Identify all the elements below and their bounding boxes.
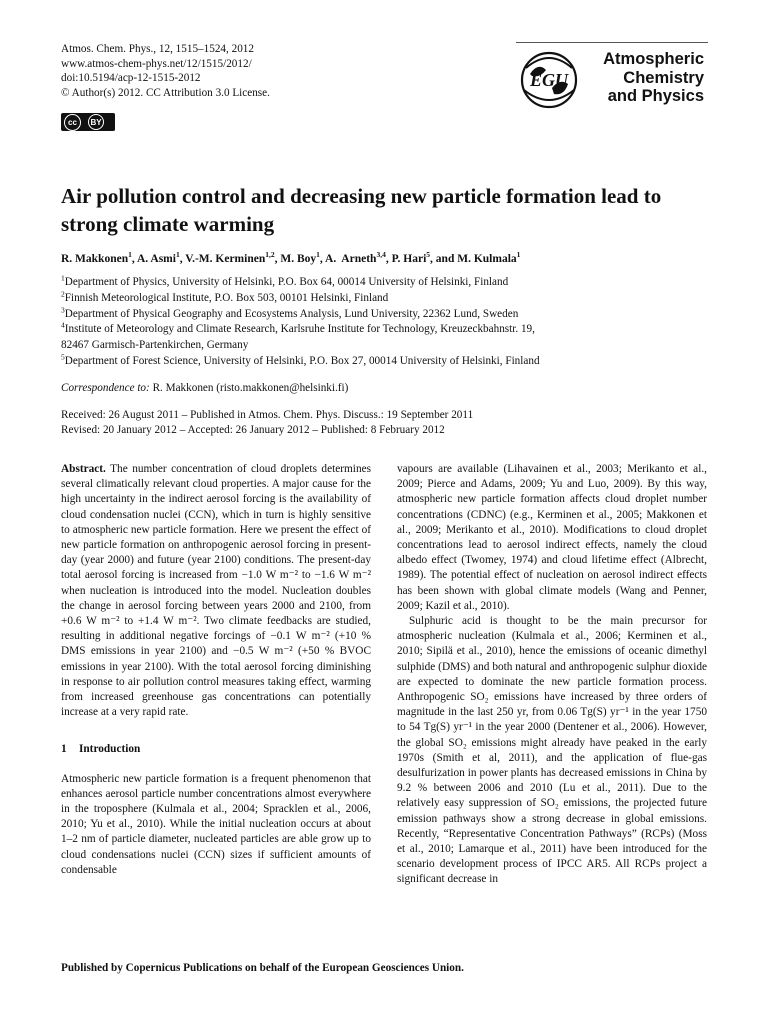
cc-icon: cc — [64, 114, 81, 131]
affiliation-text: 82467 Garmisch-Partenkirchen, Germany — [61, 339, 249, 352]
body-paragraph: vapours are available (Lihavainen et al., 2003; Merikanto et al., 2009; Pierce and Adams, 2009; Yu and Luo, 2009). By this way, atmospheric new particle formation affects cloud droplet number concentrations (CDNC) (e.g., Kerminen et al., 2005; Makkonen et al., 2009; Merikanto et al., 2010). Modifications to cloud droplet concentrations lead to aerosol indirect effects, namely the cloud albedo effect (Twomey, 1974) and cloud lifetime effect (Albrecht, 1989). The potential effect of nucleation on aerosol indirect effects has been shown with global climate models (Wang and Penner, 2009; Kazil et al., 2010). — [397, 463, 707, 612]
affiliation-number: 2 — [61, 289, 65, 299]
author-affiliation-mark: 5 — [426, 250, 431, 260]
author-list — [61, 250, 521, 265]
abstract — [61, 462, 371, 720]
affiliation-number: 4 — [61, 320, 65, 330]
logo-letters: EGU — [529, 70, 569, 90]
author-name: R. Makkonen — [61, 253, 129, 265]
affiliation-item — [61, 322, 540, 338]
article-doi[interactable]: doi:10.5194/acp-12-1515-2012 — [61, 72, 201, 85]
affiliation-text: Institute of Meteorology and Climate Research, Karlsruhe Institute for Technology, Kreuzeckbahnstr. 19, — [64, 323, 535, 336]
author-separator: , — [385, 253, 392, 265]
body-paragraph: Sulphuric acid is thought to be the main precursor for atmospheric nucleation (Kulmala et al., 2006; Kerminen et al., 2010; Sipilä et al., 2010), hence the emissions of oceanic dimethyl sulphide (DMS) and both natural and anthropogenic sulphur dioxide are expected to dominate the new particle formation process. Anthropogenic SO₂ emissions have increased by three orders of magnitude in the last 250 yr, from 0.06 Tg(S) yr⁻¹ in the year 1750 to 54 Tg(S) yr⁻¹ in the year 2000 (Dentener et al., 2006). However, the global SO₂ emissions might already have peaked in the early 1970s (Smith et al, 2011), and the application of flue-gas desulfurization in power plants has decreased emissions in China by 9.2 % between 2006 and 2010 (Lu et al., 2011). Due to the relatively easy suppression of SO₂ emissions, the projected future emission pathways show a strong decrease in global emissions. Recently, “Representative Concentration Pathways” (RCPs) (Moss et al., 2010; Lamarque et al., 2011) have been introduced for the scenario development process of IPCC AR5. All RCPs project a significant decrease in — [397, 615, 707, 886]
attribution-icon: BY — [88, 114, 104, 130]
intro-paragraph: Atmospheric new particle formation is a frequent phenomenon that enhances aerosol particle number concentrations almost everywhere in the troposphere (Kulmala et al., 2004; Spracklen et al., 2006, 2010; Yu et al., 2010). While the initial nucleation occurs at about 1–2 nm of particle diameter, nucleated particles are able grow up to cloud condensations nuclei (CCN) sizes if sufficient amounts of condensable — [61, 772, 371, 876]
affiliation-text: Department of Forest Science, University of Helsinki, P.O. Box 27, 00014 University of Helsinki, Finland — [64, 354, 540, 367]
received-line: Received: 26 August 2011 – Published in Atmos. Chem. Phys. Discuss.: 19 September 2011 — [61, 409, 474, 421]
affiliation-number: 5 — [61, 352, 65, 362]
correspondence — [61, 382, 348, 394]
journal-name-line: Chemistry — [623, 68, 704, 87]
author-affiliation-mark: 1 — [128, 250, 132, 260]
affiliation-item — [61, 275, 540, 291]
author-separator: , and — [430, 253, 458, 265]
journal-name-line: Atmospheric — [603, 50, 704, 68]
section-title: Introduction — [79, 743, 141, 756]
section-heading — [61, 742, 371, 757]
affiliation-text: Finnish Meteorological Institute, P.O. Box 503, 00101 Helsinki, Finland — [64, 291, 389, 304]
author-affiliation-mark: 1 — [175, 250, 180, 260]
affiliation-text: Department of Physics, University of Helsinki, P.O. Box 64, 00014 University of Helsinki, Finland — [64, 276, 509, 288]
affiliation-text: Department of Physical Geography and Ecosystems Analysis, Lund University, 22362 Lund, Sweden — [64, 307, 519, 320]
article-title: Air pollution control and decreasing new particle formation lead to strong climate warming — [61, 184, 662, 236]
article-url[interactable]: www.atmos-chem-phys.net/12/1515/2012/ — [61, 57, 252, 70]
author-separator: , — [319, 253, 326, 265]
author-name: A. Arneth — [325, 253, 377, 265]
header-metadata — [61, 42, 270, 100]
affiliation-list — [61, 275, 540, 370]
abstract-label: Abstract. — [61, 463, 106, 475]
correspondence-label: Correspondence to: — [61, 382, 150, 394]
author-affiliation-mark: 1 — [516, 250, 521, 260]
revised-line: Revised: 20 January 2012 – Accepted: 26 January 2012 – Published: 8 February 2012 — [61, 423, 445, 436]
right-column — [397, 462, 707, 888]
author-affiliation-mark: 3,4 — [376, 250, 386, 260]
publisher-footer: Published by Copernicus Publications on behalf of the European Geosciences Union. — [61, 962, 464, 974]
left-column — [61, 462, 371, 878]
abstract-text: The number concentration of cloud droplets determines several climatically relevant cloud properties. A major cause for the high uncertainty in the indirect aerosol forcing is the availability of cloud condensation nuclei (CCN), which in turn is highly sensitive to atmospheric new particle formation. Here we present the effect of new particle formation on anthropogenic aerosol forcing in present-day (year 2000) and future (year 2100) conditions. The present-day total aerosol forcing is increased from −1.0 W m⁻² to −1.6 W m⁻² when nucleation is introduced into the model. Nucleation doubles the change in aerosol forcing between years 2000 and 2100, from +0.6 W m⁻² to +1.4 W m⁻². Two climate feedbacks are studied, resulting in additional negative forcings of −0.1 W m⁻² (+10 % DMS emissions in year 2100) and −0.5 W m⁻² (+50 % BVOC emissions in year 2100). With the total aerosol forcing diminishing in response to air pollution control measures taking effect, warming from increased greenhouse gas concentrations can potentially increase at a very rapid rate. — [61, 463, 371, 719]
section-number: 1 — [61, 743, 67, 756]
author-affiliation-mark: 1 — [316, 250, 320, 260]
affiliation-number: 3 — [61, 304, 65, 314]
author-separator: , — [131, 253, 137, 265]
affiliation-number: 1 — [61, 273, 65, 283]
author-separator: , — [274, 253, 281, 265]
correspondence-contact[interactable]: R. Makkonen (risto.makkonen@helsinki.fi) — [152, 382, 349, 394]
egu-globe-icon — [516, 44, 582, 112]
journal-reference: Atmos. Chem. Phys., 12, 1515–1524, 2012 — [61, 43, 254, 55]
affiliation-item — [61, 354, 540, 370]
author-name: M. Boy — [280, 253, 317, 265]
logo-rule — [516, 42, 708, 43]
affiliation-item — [61, 304, 540, 323]
affiliation-item — [61, 291, 540, 307]
author-separator: , — [179, 253, 186, 265]
author-name: V.-M. Kerminen — [185, 253, 266, 265]
publication-dates — [61, 408, 473, 437]
author-name: P. Hari — [391, 253, 427, 265]
affiliation-item — [61, 338, 540, 354]
author-affiliation-mark: 1,2 — [265, 250, 275, 260]
journal-name — [603, 50, 704, 106]
journal-name-line: and Physics — [607, 87, 704, 105]
cc-license-badge[interactable] — [61, 113, 115, 131]
copyright-notice: © Author(s) 2012. CC Attribution 3.0 License. — [61, 86, 270, 99]
author-name: A. Asmi — [136, 253, 176, 265]
journal-logo — [512, 42, 708, 114]
author-name: M. Kulmala — [457, 253, 517, 265]
